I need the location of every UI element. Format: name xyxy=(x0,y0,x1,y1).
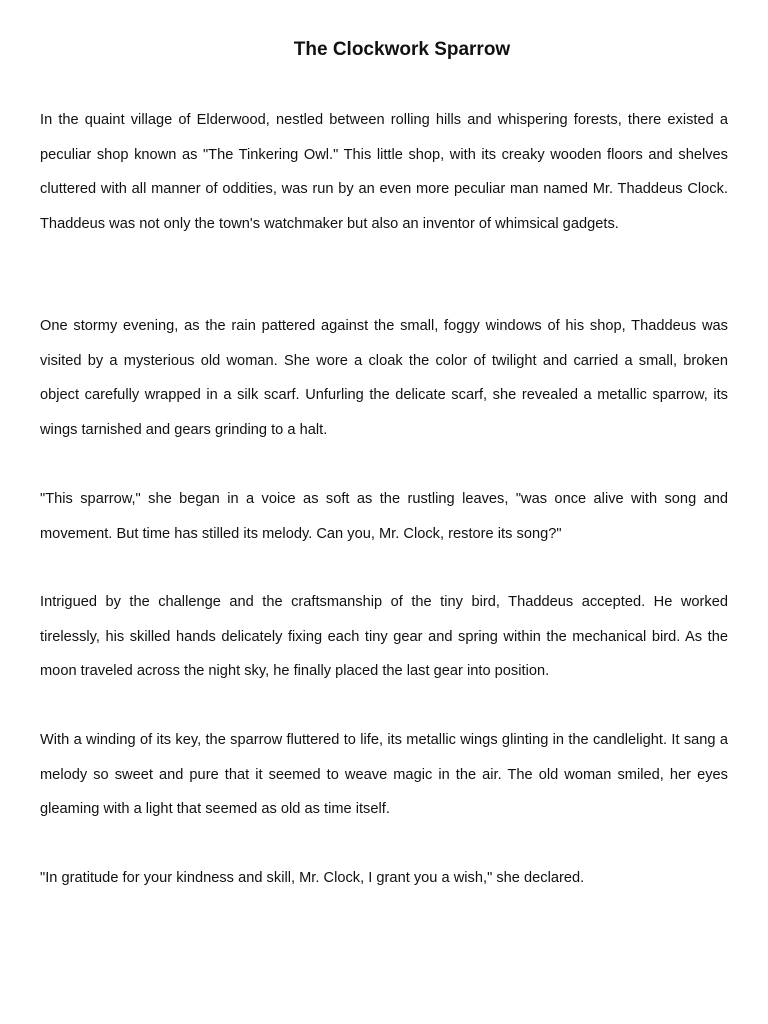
paragraph-6: "In gratitude for your kindness and skill, Mr. Clock, I grant you a wish," she declared. xyxy=(40,870,585,886)
paragraph-3: "This sparrow," she began in a voice as soft as the rustling leaves, "was once alive with song and movement. But time has stilled its melody. Can you, Mr. Clock, restore its song?" xyxy=(40,491,728,542)
paragraph-1: In the quaint village of Elderwood, nestled between rolling hills and whispering forests, there existed a peculiar shop known as "The Tinkering Owl." This little shop, with its creaky wooden floors and shelves cluttered with all manner of oddities, was run by an even more peculiar man named Mr. Thaddeus Clock. Thaddeus was not only the town's watchmaker but also an inventor of whimsical gadgets. xyxy=(40,112,728,232)
paragraph-5: With a winding of its key, the sparrow fluttered to life, its metallic wings glinting in the candlelight. It sang a melody so sweet and pure that it seemed to weave magic in the air. The old woman smiled, her eyes gleaming with a light that seemed as old as time itself. xyxy=(40,732,728,817)
paragraph-2: One stormy evening, as the rain pattered against the small, foggy windows of his shop, Thaddeus was visited by a mysterious old woman. She wore a cloak the color of twilight and carried a small, broken object carefully wrapped in a silk scarf. Unfurling the delicate scarf, she revealed a metallic sparrow, its wings tarnished and gears grinding to a halt. xyxy=(40,318,728,438)
paragraph-4: Intrigued by the challenge and the craftsmanship of the tiny bird, Thaddeus accepted. He worked tirelessly, his skilled hands delicately fixing each tiny gear and spring within the mechanical bird. As the moon traveled across the night sky, he finally placed the last gear into position. xyxy=(40,594,728,679)
page-title: The Clockwork Sparrow xyxy=(293,39,511,60)
